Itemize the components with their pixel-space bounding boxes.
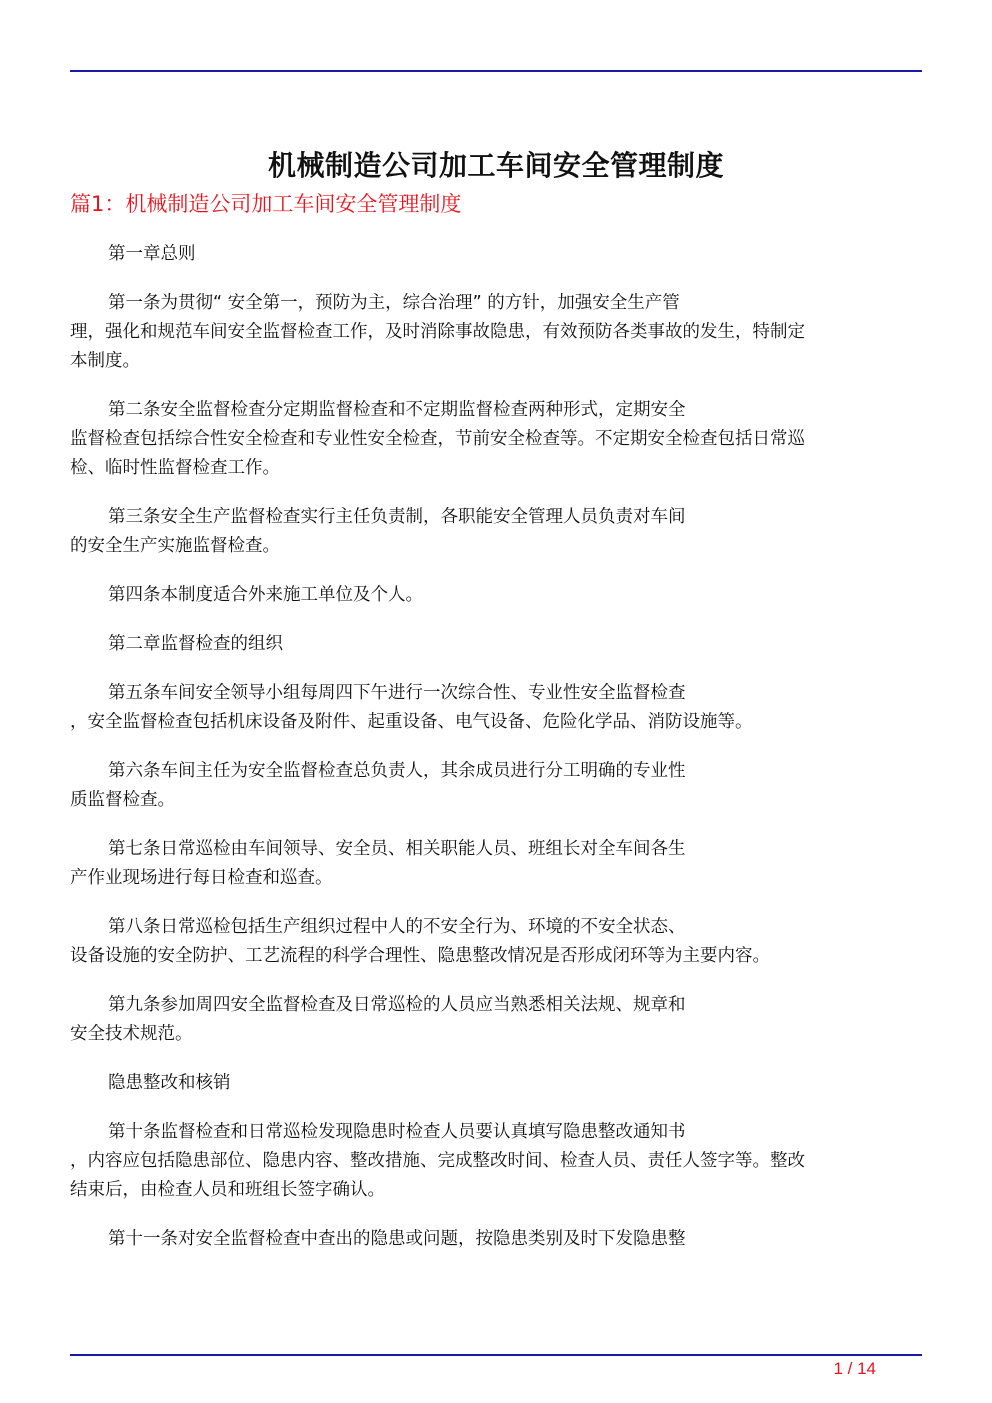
paragraph-line: 隐患整改和核销 [108,1073,231,1093]
paragraph-article-1 [70,289,922,376]
section-heading: 篇1：机械制造公司加工车间安全管理制度 [70,192,462,216]
paragraph-line: 设备设施的安全防护、工艺流程的科学合理性、隐患整改情况是否形成闭环等为主要内容。 [70,946,770,966]
paragraph-line: 检、临时性监督检查工作。 [70,458,280,478]
footer-rule [70,1354,922,1356]
paragraph-article-4 [70,581,922,610]
paragraph-subheading-hazards [70,1069,922,1098]
paragraph-line: 第五条车间安全领导小组每周四下午进行一次综合性、专业性安全监督检查 [108,683,686,703]
paragraph-line: 第六条车间主任为安全监督检查总负责人，其余成员进行分工明确的专业性 [108,761,686,781]
paragraph-chapter-1 [70,240,922,269]
paragraph-article-2 [70,396,922,483]
paragraph-line: 第七条日常巡检由车间领导、安全员、相关职能人员、班组长对全车间各生 [108,839,686,859]
paragraph-line: 第三条安全生产监督检查实行主任负责制，各职能安全管理人员负责对车间 [108,507,686,527]
document-body [70,240,922,1274]
paragraph-line: 安全技术规范。 [70,1024,193,1044]
header-rule [70,70,922,72]
paragraph-article-3 [70,503,922,561]
paragraph-line: 第九条参加周四安全监督检查及日常巡检的人员应当熟悉相关法规、规章和 [108,995,686,1015]
paragraph-line: 第八条日常巡检包括生产组织过程中人的不安全行为、环境的不安全状态、 [108,917,686,937]
paragraph-article-7 [70,835,922,893]
page-indicator: 1 / 14 [833,1359,876,1378]
paragraph-line: 第一章总则 [108,244,196,264]
paragraph-article-9 [70,991,922,1049]
document-title: 机械制造公司加工车间安全管理制度 [267,148,724,182]
paragraph-line: 产作业现场进行每日检查和巡查。 [70,868,333,888]
paragraph-line: 第二条安全监督检查分定期监督检查和不定期监督检查两种形式，定期安全 [108,400,686,420]
paragraph-line: 本制度。 [70,351,140,371]
paragraph-line: 质监督检查。 [70,790,175,810]
paragraph-article-11 [70,1225,922,1254]
paragraph-line: 第十条监督检查和日常巡检发现隐患时检查人员要认真填写隐患整改通知书 [108,1122,686,1142]
paragraph-line: 监督检查包括综合性安全检查和专业性安全检查，节前安全检查等。不定期安全检查包括日常巡 [70,429,805,449]
paragraph-line: 的安全生产实施监督检查。 [70,536,280,556]
paragraph-article-5 [70,679,922,737]
paragraph-chapter-2 [70,630,922,659]
paragraph-line: 第一条为贯彻“ 安全第一，预防为主，综合治理” 的方针，加强安全生产管 [108,293,680,313]
paragraph-line: ，安全监督检查包括机床设备及附件、起重设备、电气设备、危险化学品、消防设施等。 [70,712,753,732]
paragraph-line: 第二章监督检查的组织 [108,634,283,654]
paragraph-line: 第四条本制度适合外来施工单位及个人。 [108,585,423,605]
paragraph-line: 第十一条对安全监督检查中查出的隐患或问题，按隐患类别及时下发隐患整 [108,1229,686,1249]
paragraph-article-6 [70,757,922,815]
paragraph-line: 结束后，由检查人员和班组长签字确认。 [70,1180,385,1200]
paragraph-line: 理，强化和规范车间安全监督检查工作，及时消除事故隐患，有效预防各类事故的发生，特制定 [70,322,805,342]
paragraph-line: ，内容应包括隐患部位、隐患内容、整改措施、完成整改时间、检查人员、责任人签字等。整改 [70,1151,805,1171]
paragraph-article-10 [70,1118,922,1205]
paragraph-article-8 [70,913,922,971]
